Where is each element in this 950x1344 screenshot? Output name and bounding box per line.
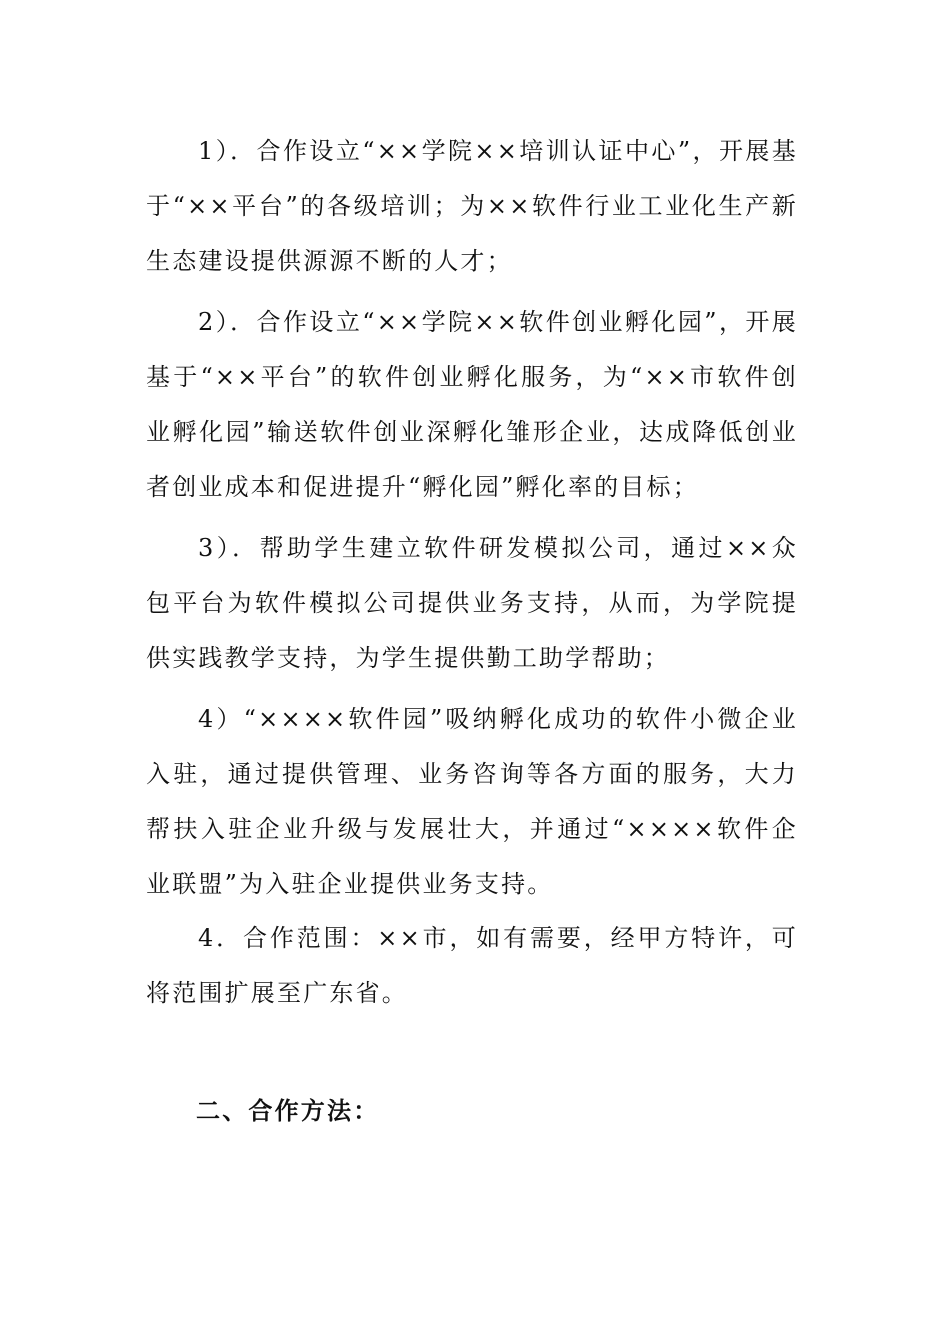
paragraph-item-4: 4）“××××软件园”吸纳孵化成功的软件小微企业入驻，通过提供管理、业务咨询等各方面的服务，大力帮扶入驻企业升级与发展壮大，并通过“××××软件企业联盟”为入驻企业提供业务支持。	[146, 705, 798, 898]
paragraph-item-3: 3）．帮助学生建立软件研发模拟公司，通过××众包平台为软件模拟公司提供业务支持，从而，为学院提供实践教学支持，为学生提供勤工助学帮助；	[146, 534, 798, 672]
paragraph-scope: 4．合作范围：××市，如有需要，经甲方特许，可将范围扩展至广东省。	[146, 924, 798, 1007]
paragraph-item-1: 1）．合作设立“××学院××培训认证中心”，开展基于“××平台”的各级培训；为××软件行业工业化生产新生态建设提供源源不断的人才；	[146, 137, 798, 275]
section-heading-cooperation-method: 二、合作方法：	[196, 1096, 380, 1125]
paragraph-item-2: 2）．合作设立“××学院××软件创业孵化园”，开展基于“××平台”的软件创业孵化服务，为“××市软件创业孵化园”输送软件创业深孵化雏形企业，达成降低创业者创业成本和促进提升“孵化园”孵化率的目标；	[146, 308, 798, 501]
